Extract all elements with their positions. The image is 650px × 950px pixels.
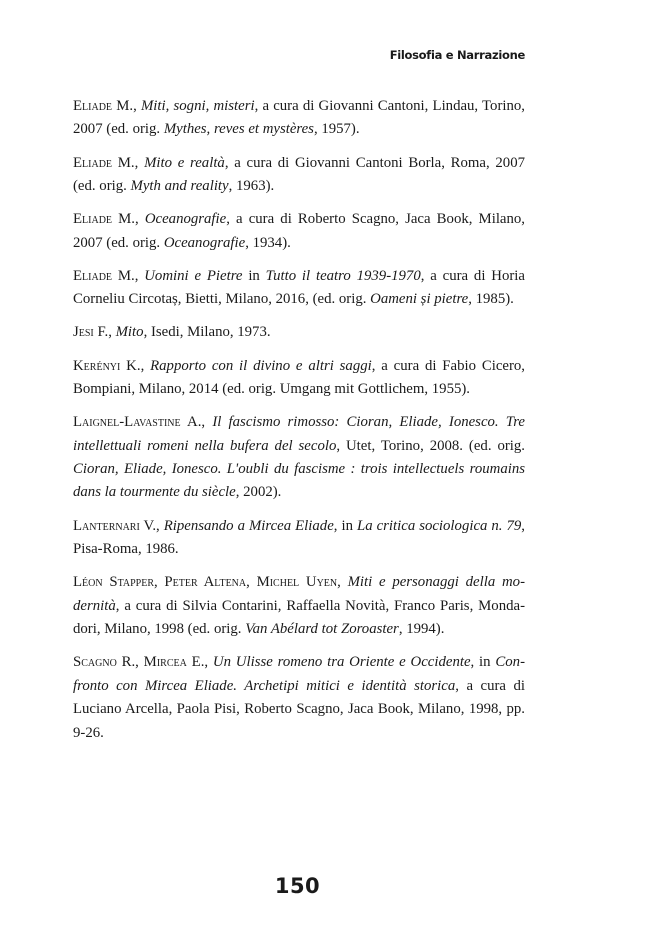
- entry-text: , Isedi, Milano, 1973.: [143, 324, 271, 341]
- entry-text: ,: [204, 654, 213, 671]
- entry-title-italic: Oceanografie: [163, 234, 246, 251]
- entry-author: Eliade M.: [73, 154, 135, 171]
- bibliography-list: [73, 95, 525, 755]
- entry-title-italic: Confronto con Mircea Eliade. Archetipi mitici e identità storica: [73, 654, 525, 694]
- entry-title-italic: Mito: [115, 324, 144, 341]
- entry-text: , a cura di Luciano Arcella, Paola Pisi, Roberto Scagno, Jaca Book, Milano, 1998, pp. 9-26.: [73, 677, 525, 741]
- entry-text: , 1994).: [398, 621, 445, 638]
- entry-text: ,: [135, 211, 145, 228]
- entry-author: Jesi F.: [73, 324, 109, 341]
- bibliography-entry: [73, 571, 525, 641]
- entry-text: , 1963).: [228, 178, 275, 195]
- bibliography-entry: [73, 411, 525, 505]
- bibliography-entry: [73, 355, 525, 402]
- entry-title-italic: Oameni și pietre: [370, 291, 469, 308]
- bibliography-entry: [73, 321, 525, 344]
- bibliography-entry: [73, 208, 525, 255]
- entry-title-italic: Ripensando a Mircea Eliade: [163, 517, 334, 534]
- entry-title-italic: Mythes, reves et mystères: [163, 121, 314, 138]
- entry-text: , a cura di Roberto Scagno, Jaca Book, Milano, 2007 (ed. orig.: [73, 211, 525, 251]
- entry-author: Scagno R., Mircea E.: [73, 654, 205, 671]
- entry-author: Léon Stapper, Peter Altena, Michel Uyen: [73, 574, 338, 591]
- entry-text: , 1957).: [313, 121, 360, 138]
- entry-title-italic: Cioran, Eliade, Ionesco. L'oubli du fascisme : trois intellectuels roumains dans la tourmente du siècle: [73, 461, 525, 501]
- entry-text: , a cura di Giovanni Cantoni Borla, Roma, 2007 (ed. orig.: [73, 154, 526, 195]
- entry-text: ,: [108, 324, 116, 341]
- entry-title-italic: Tutto il teatro 1939-1970: [265, 267, 421, 284]
- entry-title-italic: Rapporto con il divino e altri saggi: [150, 357, 372, 374]
- entry-title-italic: Miti e personaggi della modernità: [73, 574, 526, 614]
- entry-text: , Utet, Torino, 2008. (ed. orig.: [336, 437, 525, 454]
- entry-text: , in: [333, 517, 357, 534]
- entry-title-italic: Uomini e Pietre: [144, 267, 243, 284]
- entry-title-italic: Miti, sogni, misteri: [140, 98, 255, 114]
- entry-author: Eliade M.: [73, 211, 136, 228]
- entry-author: Lanternari V.: [73, 517, 157, 534]
- entry-text: , a cura di Silvia Contarini, Raffaella Novità, Franco Paris, Mondadori, Milano, 1998 (ed. orig.: [73, 597, 525, 638]
- entry-text: , a cura di Horia Corneliu Circotaș, Bietti, Milano, 2016, (ed. orig.: [73, 267, 525, 308]
- bibliography-entry: [73, 515, 525, 562]
- entry-text: ,: [156, 517, 164, 534]
- entry-text: , Pisa-Roma, 1986.: [73, 517, 525, 558]
- entry-text: ,: [134, 267, 145, 284]
- entry-text: ,: [337, 574, 348, 591]
- entry-text: ,: [201, 414, 213, 431]
- entry-title-italic: Un Ulisse romeno tra Oriente e Occidente: [212, 654, 471, 671]
- bibliography-entry: [73, 265, 525, 312]
- entry-author: Eliade M.: [73, 98, 134, 114]
- entry-author: Eliade M.: [73, 267, 135, 284]
- entry-text: , 1985).: [468, 291, 514, 308]
- entry-text: , a cura di Giovanni Cantoni, Lindau, Torino, 2007 (ed. orig.: [73, 98, 525, 138]
- entry-text: ,: [140, 357, 151, 374]
- entry-title-italic: Van Abélard tot Zoroaster: [245, 621, 399, 638]
- running-header-title: Filosofia e Narrazione: [389, 48, 525, 62]
- entry-text: , a cura di Fabio Cicero, Bompiani, Milano, 2014 (ed. orig. Umgang mit Gottlichem, 1955).: [73, 357, 525, 398]
- bibliography-entry: [73, 651, 525, 745]
- entry-author: Kerényi K.: [73, 357, 141, 374]
- entry-text: , 1934).: [245, 234, 291, 251]
- entry-title-italic: Mito e realtà: [144, 154, 225, 171]
- bibliography-entry: [73, 152, 525, 199]
- page-number: 150: [274, 874, 321, 898]
- entry-title-italic: La critica sociologica n. 79: [356, 517, 522, 534]
- entry-text: ,: [133, 98, 141, 114]
- entry-text: ,: [134, 154, 145, 171]
- entry-text: , 2002).: [235, 484, 282, 501]
- entry-title-italic: Il fascismo rimosso: Cioran, Eliade, Ionesco. Tre intellettuali romeni nella bufera del secolo: [73, 414, 525, 454]
- entry-text: in: [242, 267, 266, 284]
- entry-text: , in: [470, 654, 496, 671]
- entry-title-italic: Myth and reality: [130, 178, 229, 195]
- bibliography-entry: [73, 95, 525, 142]
- entry-author: Laignel-Lavastine A.: [73, 414, 202, 431]
- entry-title-italic: Oceanografie: [144, 211, 227, 228]
